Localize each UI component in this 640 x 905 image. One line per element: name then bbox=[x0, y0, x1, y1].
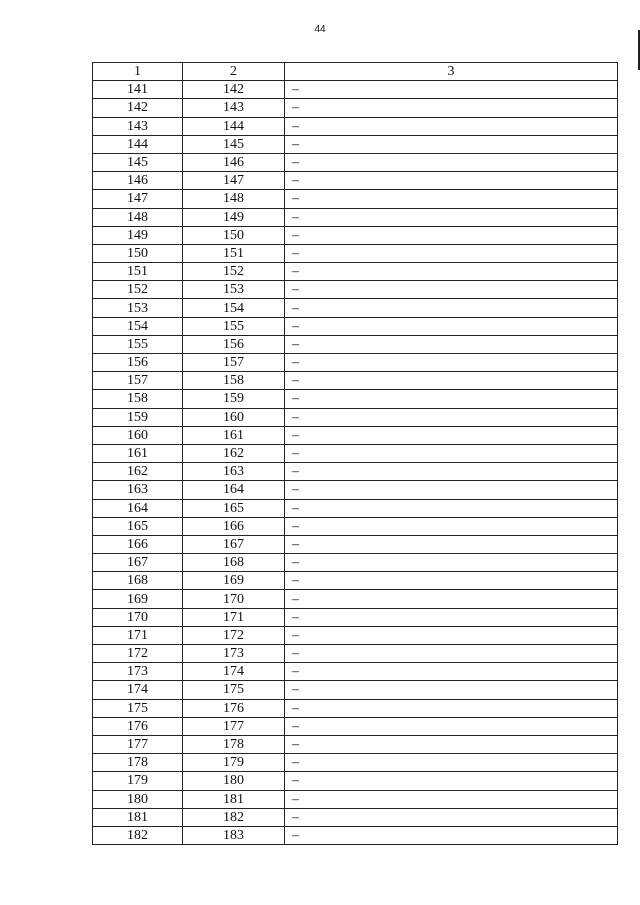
row-col-2-value: 166 bbox=[183, 517, 285, 535]
row-col-1-value: 148 bbox=[93, 208, 183, 226]
table-row bbox=[93, 808, 618, 826]
row-col-2-value: 174 bbox=[183, 663, 285, 681]
row-col-3-value: – bbox=[285, 190, 618, 208]
table-row bbox=[93, 663, 618, 681]
row-col-2-value: 177 bbox=[183, 717, 285, 735]
row-col-2-value: 158 bbox=[183, 372, 285, 390]
row-col-1-value: 164 bbox=[93, 499, 183, 517]
row-col-3-value: – bbox=[285, 208, 618, 226]
table-row bbox=[93, 699, 618, 717]
row-col-2-value: 179 bbox=[183, 754, 285, 772]
row-col-1-value: 172 bbox=[93, 645, 183, 663]
row-col-3-value: – bbox=[285, 117, 618, 135]
row-col-2-value: 159 bbox=[183, 390, 285, 408]
row-col-1-value: 141 bbox=[93, 81, 183, 99]
row-col-3-value: – bbox=[285, 772, 618, 790]
row-col-2-value: 165 bbox=[183, 499, 285, 517]
row-col-2-value: 156 bbox=[183, 335, 285, 353]
row-col-2-value: 157 bbox=[183, 354, 285, 372]
row-col-2-value: 154 bbox=[183, 299, 285, 317]
header-row bbox=[93, 63, 618, 81]
table-row bbox=[93, 226, 618, 244]
row-col-2-value: 181 bbox=[183, 790, 285, 808]
row-col-3-value: – bbox=[285, 481, 618, 499]
row-col-1-value: 175 bbox=[93, 699, 183, 717]
table-row bbox=[93, 717, 618, 735]
row-col-1-value: 162 bbox=[93, 463, 183, 481]
row-col-2-value: 178 bbox=[183, 735, 285, 753]
table-row bbox=[93, 244, 618, 262]
row-col-2-value: 170 bbox=[183, 590, 285, 608]
row-col-3-value: – bbox=[285, 81, 618, 99]
table-body bbox=[93, 81, 618, 845]
row-col-2-value: 171 bbox=[183, 608, 285, 626]
row-col-2-value: 164 bbox=[183, 481, 285, 499]
row-col-2-value: 163 bbox=[183, 463, 285, 481]
row-col-1-value: 151 bbox=[93, 263, 183, 281]
row-col-2-value: 144 bbox=[183, 117, 285, 135]
row-col-3-value: – bbox=[285, 135, 618, 153]
row-col-3-value: – bbox=[285, 153, 618, 171]
table-row bbox=[93, 626, 618, 644]
row-col-3-value: – bbox=[285, 317, 618, 335]
table-row bbox=[93, 499, 618, 517]
row-col-1-value: 168 bbox=[93, 572, 183, 590]
row-col-2-value: 161 bbox=[183, 426, 285, 444]
row-col-3-value: – bbox=[285, 444, 618, 462]
row-col-1-value: 154 bbox=[93, 317, 183, 335]
table-row bbox=[93, 826, 618, 844]
row-col-3-value: – bbox=[285, 735, 618, 753]
table-row bbox=[93, 99, 618, 117]
row-col-1-value: 174 bbox=[93, 681, 183, 699]
row-col-3-value: – bbox=[285, 281, 618, 299]
row-col-1-value: 152 bbox=[93, 281, 183, 299]
table-row bbox=[93, 754, 618, 772]
row-col-2-value: 155 bbox=[183, 317, 285, 335]
table-row bbox=[93, 681, 618, 699]
row-col-2-value: 172 bbox=[183, 626, 285, 644]
row-col-1-value: 166 bbox=[93, 535, 183, 553]
row-col-2-value: 182 bbox=[183, 808, 285, 826]
row-col-1-value: 160 bbox=[93, 426, 183, 444]
row-col-1-value: 165 bbox=[93, 517, 183, 535]
table-row bbox=[93, 554, 618, 572]
row-col-3-value: – bbox=[285, 99, 618, 117]
row-col-3-value: – bbox=[285, 681, 618, 699]
row-col-3-value: – bbox=[285, 535, 618, 553]
table-row bbox=[93, 372, 618, 390]
row-col-3-value: – bbox=[285, 717, 618, 735]
row-col-1-value: 163 bbox=[93, 481, 183, 499]
row-col-1-value: 170 bbox=[93, 608, 183, 626]
row-col-2-value: 183 bbox=[183, 826, 285, 844]
row-col-3-value: – bbox=[285, 572, 618, 590]
column-header-1: 1 bbox=[93, 63, 183, 81]
numbered-table bbox=[92, 62, 618, 845]
table-row bbox=[93, 444, 618, 462]
table-row bbox=[93, 790, 618, 808]
table-row bbox=[93, 517, 618, 535]
row-col-1-value: 161 bbox=[93, 444, 183, 462]
row-col-1-value: 150 bbox=[93, 244, 183, 262]
row-col-3-value: – bbox=[285, 463, 618, 481]
table-row bbox=[93, 153, 618, 171]
row-col-2-value: 175 bbox=[183, 681, 285, 699]
row-col-3-value: – bbox=[285, 754, 618, 772]
row-col-2-value: 153 bbox=[183, 281, 285, 299]
row-col-1-value: 143 bbox=[93, 117, 183, 135]
table-row bbox=[93, 190, 618, 208]
row-col-1-value: 157 bbox=[93, 372, 183, 390]
table-row bbox=[93, 535, 618, 553]
row-col-1-value: 146 bbox=[93, 172, 183, 190]
row-col-3-value: – bbox=[285, 517, 618, 535]
row-col-2-value: 176 bbox=[183, 699, 285, 717]
row-col-3-value: – bbox=[285, 554, 618, 572]
row-col-3-value: – bbox=[285, 626, 618, 644]
table-row bbox=[93, 299, 618, 317]
row-col-3-value: – bbox=[285, 826, 618, 844]
table-row bbox=[93, 481, 618, 499]
row-col-3-value: – bbox=[285, 426, 618, 444]
row-col-1-value: 180 bbox=[93, 790, 183, 808]
row-col-3-value: – bbox=[285, 226, 618, 244]
row-col-1-value: 169 bbox=[93, 590, 183, 608]
row-col-3-value: – bbox=[285, 408, 618, 426]
row-col-2-value: 147 bbox=[183, 172, 285, 190]
table-row bbox=[93, 590, 618, 608]
table-row bbox=[93, 735, 618, 753]
row-col-1-value: 176 bbox=[93, 717, 183, 735]
row-col-1-value: 178 bbox=[93, 754, 183, 772]
row-col-1-value: 156 bbox=[93, 354, 183, 372]
table-row bbox=[93, 608, 618, 626]
table-row bbox=[93, 317, 618, 335]
row-col-3-value: – bbox=[285, 699, 618, 717]
row-col-2-value: 152 bbox=[183, 263, 285, 281]
row-col-2-value: 150 bbox=[183, 226, 285, 244]
row-col-1-value: 155 bbox=[93, 335, 183, 353]
row-col-3-value: – bbox=[285, 244, 618, 262]
row-col-2-value: 180 bbox=[183, 772, 285, 790]
row-col-1-value: 177 bbox=[93, 735, 183, 753]
table-row bbox=[93, 426, 618, 444]
row-col-1-value: 147 bbox=[93, 190, 183, 208]
table-row bbox=[93, 645, 618, 663]
column-header-3: 3 bbox=[285, 63, 618, 81]
row-col-3-value: – bbox=[285, 590, 618, 608]
table-row bbox=[93, 263, 618, 281]
table-row bbox=[93, 390, 618, 408]
row-col-2-value: 169 bbox=[183, 572, 285, 590]
column-header-2: 2 bbox=[183, 63, 285, 81]
row-col-3-value: – bbox=[285, 790, 618, 808]
row-col-1-value: 145 bbox=[93, 153, 183, 171]
row-col-1-value: 142 bbox=[93, 99, 183, 117]
row-col-3-value: – bbox=[285, 390, 618, 408]
row-col-3-value: – bbox=[285, 808, 618, 826]
row-col-1-value: 179 bbox=[93, 772, 183, 790]
row-col-2-value: 160 bbox=[183, 408, 285, 426]
row-col-3-value: – bbox=[285, 499, 618, 517]
row-col-1-value: 181 bbox=[93, 808, 183, 826]
row-col-3-value: – bbox=[285, 299, 618, 317]
row-col-3-value: – bbox=[285, 372, 618, 390]
row-col-1-value: 182 bbox=[93, 826, 183, 844]
table-row bbox=[93, 354, 618, 372]
row-col-1-value: 167 bbox=[93, 554, 183, 572]
row-col-1-value: 159 bbox=[93, 408, 183, 426]
row-col-1-value: 158 bbox=[93, 390, 183, 408]
row-col-2-value: 145 bbox=[183, 135, 285, 153]
row-col-1-value: 173 bbox=[93, 663, 183, 681]
row-col-2-value: 173 bbox=[183, 645, 285, 663]
table-row bbox=[93, 335, 618, 353]
row-col-3-value: – bbox=[285, 335, 618, 353]
row-col-2-value: 143 bbox=[183, 99, 285, 117]
row-col-1-value: 149 bbox=[93, 226, 183, 244]
row-col-2-value: 142 bbox=[183, 81, 285, 99]
table-row bbox=[93, 408, 618, 426]
row-col-1-value: 153 bbox=[93, 299, 183, 317]
page-number: 44 bbox=[314, 24, 326, 35]
row-col-1-value: 171 bbox=[93, 626, 183, 644]
table-row bbox=[93, 172, 618, 190]
row-col-2-value: 149 bbox=[183, 208, 285, 226]
table-row bbox=[93, 117, 618, 135]
table-row bbox=[93, 463, 618, 481]
table-row bbox=[93, 281, 618, 299]
row-col-3-value: – bbox=[285, 608, 618, 626]
table-row bbox=[93, 572, 618, 590]
table-row bbox=[93, 81, 618, 99]
row-col-3-value: – bbox=[285, 645, 618, 663]
row-col-2-value: 148 bbox=[183, 190, 285, 208]
table-row bbox=[93, 135, 618, 153]
row-col-2-value: 146 bbox=[183, 153, 285, 171]
table-row bbox=[93, 208, 618, 226]
row-col-2-value: 151 bbox=[183, 244, 285, 262]
row-col-2-value: 162 bbox=[183, 444, 285, 462]
table-row bbox=[93, 772, 618, 790]
row-col-2-value: 168 bbox=[183, 554, 285, 572]
row-col-1-value: 144 bbox=[93, 135, 183, 153]
row-col-3-value: – bbox=[285, 354, 618, 372]
row-col-3-value: – bbox=[285, 172, 618, 190]
row-col-3-value: – bbox=[285, 663, 618, 681]
row-col-3-value: – bbox=[285, 263, 618, 281]
row-col-2-value: 167 bbox=[183, 535, 285, 553]
